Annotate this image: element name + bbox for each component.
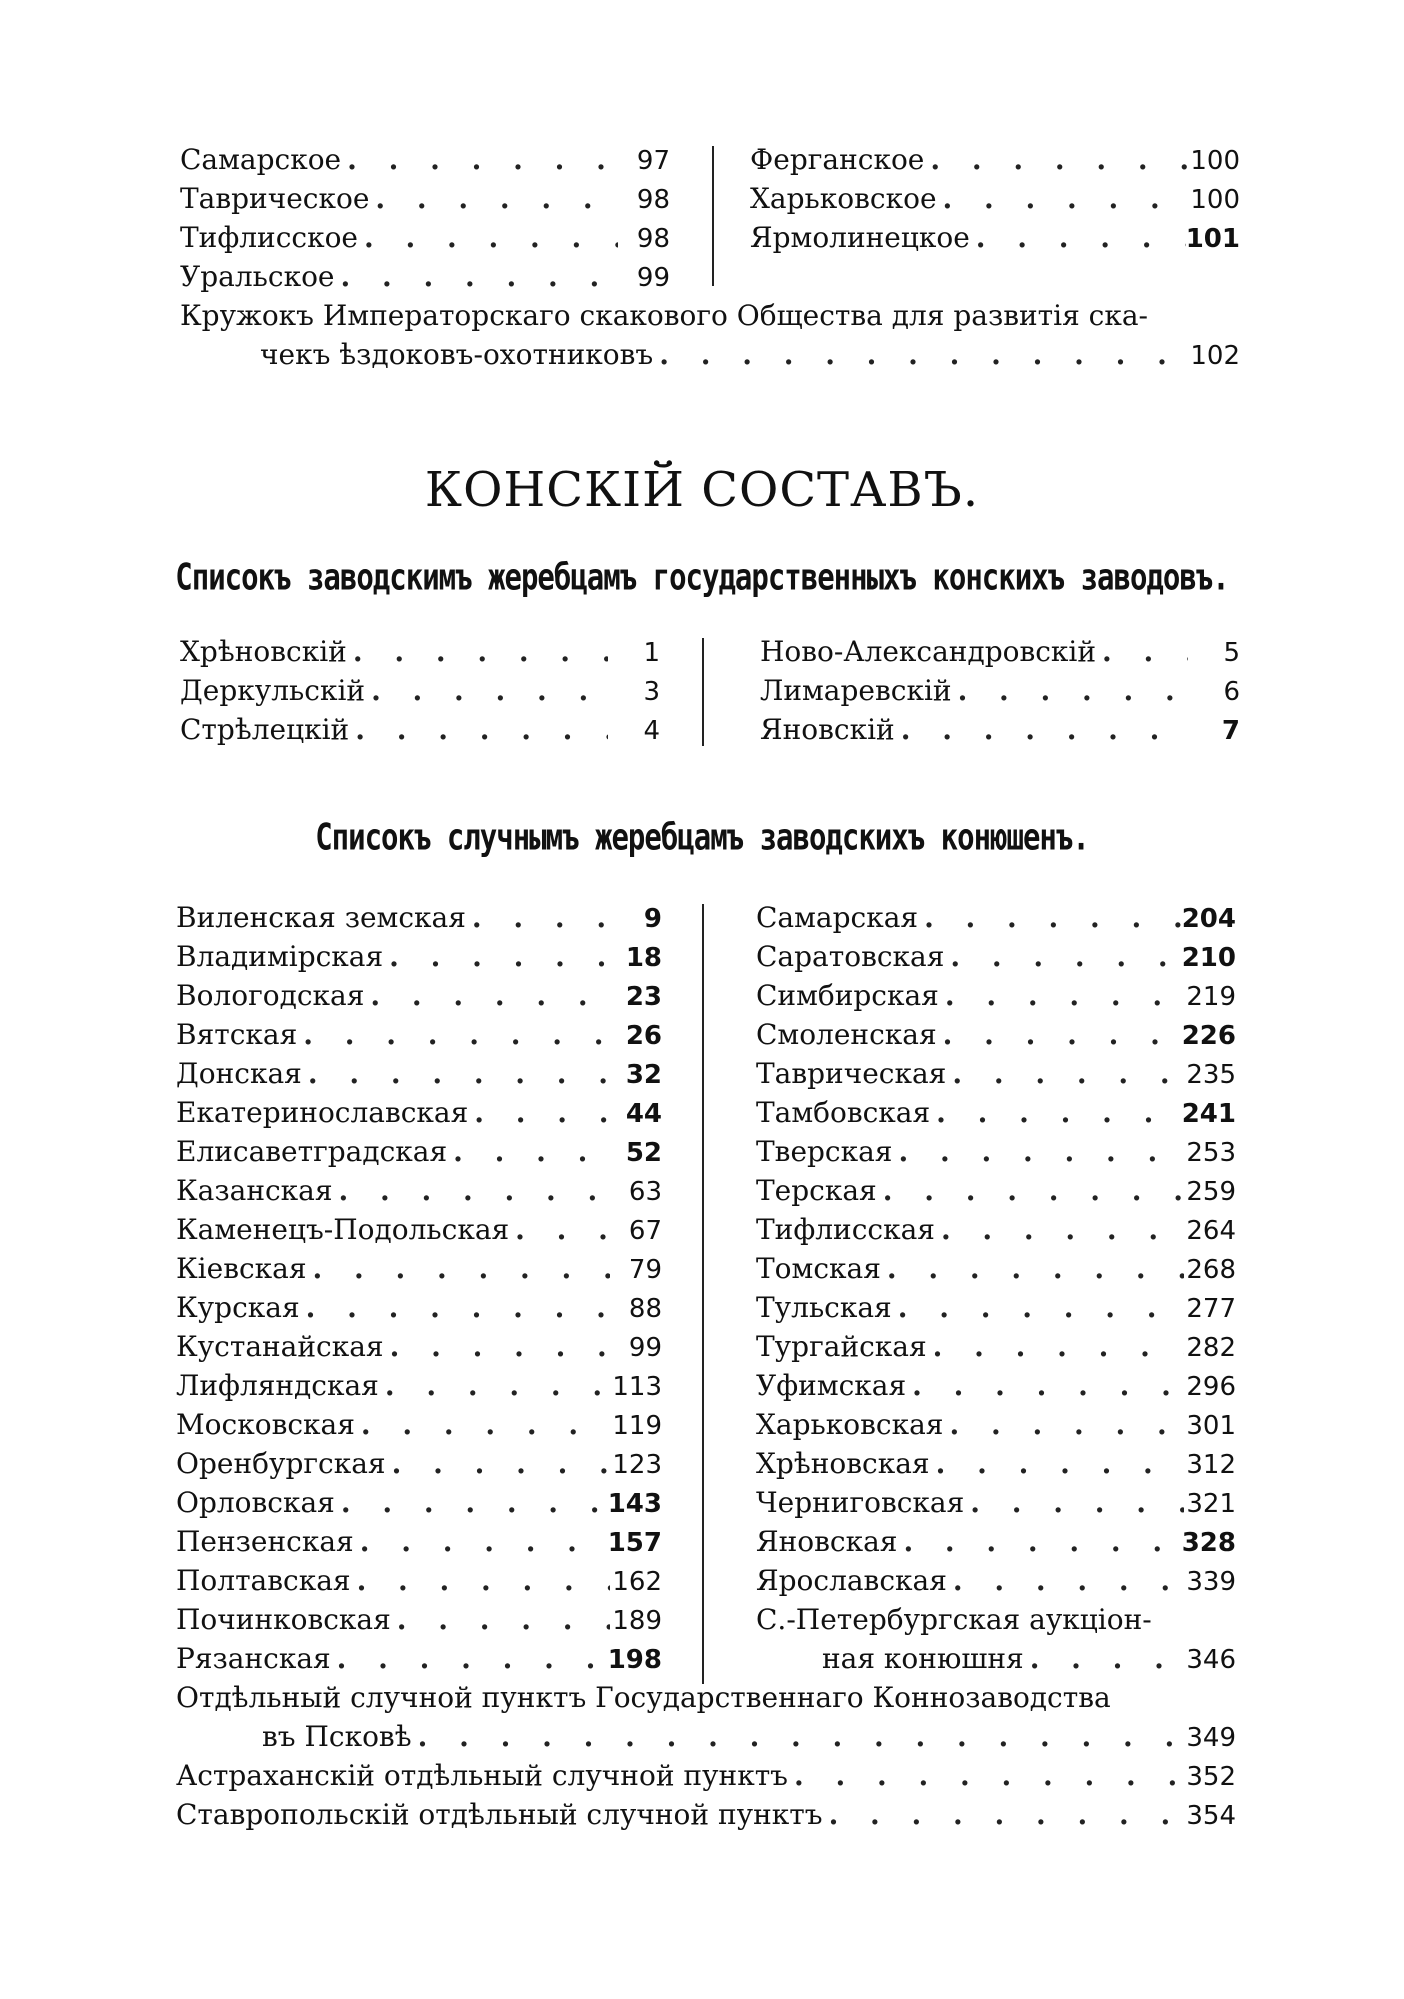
toc-entry[interactable] — [750, 179, 1240, 218]
toc-entry[interactable] — [176, 937, 662, 976]
dot-leader — [1102, 632, 1188, 671]
subsection-title-state-studs: Списокъ заводскимъ жеребцамъ государственныхъ конскихъ заводовъ. — [175, 555, 1229, 599]
dot-leader — [303, 1015, 610, 1054]
toc-entry[interactable] — [756, 1093, 1236, 1132]
dot-leader — [339, 1171, 610, 1210]
page-number: 7 — [1221, 716, 1240, 746]
toc-entry[interactable] — [750, 140, 1240, 179]
subsection-title-stables: Списокъ случнымъ жеребцамъ заводскихъ конюшенъ. — [315, 815, 1089, 859]
toc-entry[interactable] — [756, 1015, 1236, 1054]
entry-name: Кіевская — [176, 1252, 307, 1285]
toc-entry-spb-auction[interactable] — [756, 1600, 1236, 1678]
dot-leader — [397, 1600, 610, 1639]
entry-name: Курская — [176, 1291, 300, 1324]
page-number: 102 — [1190, 341, 1240, 371]
toc-entry[interactable] — [176, 1249, 662, 1288]
dot-leader — [418, 1717, 1184, 1756]
entry-name: Терская — [756, 1174, 877, 1207]
toc-entry[interactable] — [176, 1405, 662, 1444]
toc-entry[interactable] — [756, 1054, 1236, 1093]
entry-name: Самарская — [756, 901, 919, 934]
toc-entry[interactable] — [176, 1522, 662, 1561]
dot-leader — [936, 1093, 1182, 1132]
toc-entry[interactable] — [176, 1327, 662, 1366]
dot-leader — [933, 1327, 1184, 1366]
page-number: 277 — [1186, 1294, 1236, 1324]
toc-entry[interactable] — [756, 937, 1236, 976]
toc-entry[interactable] — [176, 1171, 662, 1210]
dot-leader — [945, 976, 1184, 1015]
page-number: 162 — [612, 1567, 662, 1597]
entry-name: С.-Петербургская аукціон- — [756, 1603, 1152, 1636]
dot-leader — [898, 1132, 1184, 1171]
dot-leader — [659, 335, 1188, 374]
page-number: 210 — [1181, 943, 1236, 973]
entry-name: Яновскій — [760, 713, 895, 746]
toc-entry[interactable] — [176, 898, 662, 937]
toc-entry[interactable] — [176, 1366, 662, 1405]
toc-entry[interactable] — [756, 1171, 1236, 1210]
page-number: 352 — [1186, 1762, 1236, 1792]
page-number: 18 — [625, 943, 662, 973]
page-number: 3 — [643, 677, 660, 707]
entry-name: Деркульскій — [180, 674, 366, 707]
toc-entry[interactable] — [756, 1405, 1236, 1444]
dot-leader — [970, 1483, 1184, 1522]
page-number: 268 — [1186, 1255, 1236, 1285]
dot-leader — [936, 1444, 1184, 1483]
page-number: 339 — [1186, 1567, 1236, 1597]
entry-name: ная конюшня — [822, 1642, 1024, 1675]
entry-name: Виленская земская — [176, 901, 466, 934]
dot-leader — [949, 1405, 1184, 1444]
toc-entry[interactable] — [176, 1561, 662, 1600]
entry-name: Кружокъ Императорскаго скакового Общества для развитія ска- — [180, 299, 1148, 332]
toc-entry[interactable] — [760, 671, 1240, 710]
dot-leader — [371, 671, 608, 710]
state-studs-left-column — [180, 632, 660, 749]
entry-name: Таврическая — [756, 1057, 947, 1090]
page-number: 346 — [1186, 1645, 1236, 1675]
column-divider — [702, 638, 704, 746]
dot-leader — [360, 1522, 608, 1561]
entry-name: Яновская — [756, 1525, 898, 1558]
page-number: 88 — [628, 1294, 662, 1324]
toc-entry[interactable] — [180, 671, 660, 710]
entry-name: Хрѣновская — [756, 1447, 930, 1480]
dot-leader — [898, 1288, 1184, 1327]
page-number: 321 — [1186, 1489, 1236, 1519]
entry-name: Рязанская — [176, 1642, 331, 1675]
toc-entry[interactable] — [180, 257, 670, 296]
toc-entry-stavropol[interactable] — [176, 1795, 1236, 1834]
toc-entry-astrakhan[interactable] — [176, 1756, 1236, 1795]
toc-entry[interactable] — [180, 140, 670, 179]
page-number: 349 — [1186, 1723, 1236, 1753]
toc-entry-pskov[interactable] — [176, 1678, 1236, 1756]
dot-leader — [474, 1093, 610, 1132]
toc-entry[interactable] — [180, 710, 660, 749]
entry-name: Саратовская — [756, 940, 945, 973]
dot-leader — [829, 1795, 1184, 1834]
page-number: 101 — [1185, 224, 1240, 254]
dot-leader — [903, 1522, 1181, 1561]
page-number: 119 — [612, 1411, 662, 1441]
dot-leader — [357, 1561, 610, 1600]
entry-name: Тургайская — [756, 1330, 927, 1363]
page-number: 44 — [625, 1099, 662, 1129]
page-number: 235 — [1186, 1060, 1236, 1090]
entry-name: Самарское — [180, 143, 342, 176]
toc-entry[interactable] — [756, 898, 1236, 937]
dot-leader — [347, 140, 618, 179]
entry-name: Тверская — [756, 1135, 893, 1168]
toc-entry[interactable] — [756, 1561, 1236, 1600]
dot-leader — [306, 1288, 610, 1327]
entry-name: Симбирская — [756, 979, 939, 1012]
toc-entry[interactable] — [176, 1093, 662, 1132]
toc-entry[interactable] — [750, 218, 1240, 257]
dot-leader — [361, 1405, 610, 1444]
entry-name: Донская — [176, 1057, 302, 1090]
dot-leader — [453, 1132, 610, 1171]
dot-leader — [337, 1639, 608, 1678]
page-number: 100 — [1190, 146, 1240, 176]
entry-name: Уфимская — [756, 1369, 907, 1402]
state-studs-block — [180, 632, 1240, 749]
dot-leader — [313, 1249, 611, 1288]
dot-leader — [883, 1171, 1184, 1210]
toc-entry[interactable] — [180, 218, 670, 257]
racing-societies-block — [180, 140, 1240, 374]
dot-leader — [930, 140, 1188, 179]
toc-entry[interactable] — [756, 1288, 1236, 1327]
stables-block — [176, 898, 1236, 1834]
page-number: 4 — [643, 716, 660, 746]
entry-name: Екатеринославская — [176, 1096, 469, 1129]
page-number: 9 — [643, 904, 662, 934]
stables-left-column — [176, 898, 662, 1678]
dot-leader — [308, 1054, 610, 1093]
dot-leader — [887, 1249, 1184, 1288]
page-number: 113 — [612, 1372, 662, 1402]
page-number: 26 — [625, 1021, 662, 1051]
toc-entry[interactable] — [176, 1600, 662, 1639]
entry-name: Полтавская — [176, 1564, 351, 1597]
toc-entry[interactable] — [756, 1366, 1236, 1405]
dot-leader — [364, 218, 618, 257]
entry-name: Смоленская — [756, 1018, 937, 1051]
dot-leader — [389, 937, 610, 976]
page-number: 198 — [607, 1645, 662, 1675]
entry-name: Харьковская — [756, 1408, 944, 1441]
toc-entry[interactable] — [180, 179, 670, 218]
dot-leader — [794, 1756, 1184, 1795]
toc-entry[interactable] — [176, 1132, 662, 1171]
toc-entry[interactable] — [760, 710, 1240, 749]
page-number: 312 — [1186, 1450, 1236, 1480]
page-number: 1 — [643, 638, 660, 668]
page-number: 143 — [607, 1489, 662, 1519]
page-number: 52 — [625, 1138, 662, 1168]
entry-name: Тамбовская — [756, 1096, 931, 1129]
entry-name: Ферганское — [750, 143, 925, 176]
entry-name: Ярмолинецкое — [750, 221, 970, 254]
toc-entry[interactable] — [176, 1483, 662, 1522]
section-title: КОНСКІЙ СОСТАВЪ. — [424, 462, 980, 518]
page-number: 157 — [607, 1528, 662, 1558]
toc-entry[interactable] — [176, 1639, 662, 1678]
dot-leader — [943, 179, 1188, 218]
toc-entry[interactable] — [756, 1444, 1236, 1483]
page-number: 100 — [1190, 185, 1240, 215]
dot-leader — [392, 1444, 610, 1483]
entry-name: Каменецъ-Подольская — [176, 1213, 510, 1246]
page-number: 282 — [1186, 1333, 1236, 1363]
entry-name: Тульская — [756, 1291, 892, 1324]
dot-leader — [341, 257, 619, 296]
page-number: 226 — [1181, 1021, 1236, 1051]
entry-name: Хрѣновскій — [180, 635, 347, 668]
entry-name: Оренбургская — [176, 1447, 386, 1480]
dot-leader — [952, 1054, 1184, 1093]
entry-name: Вятская — [176, 1018, 298, 1051]
entry-name: Ново-Александровскій — [760, 635, 1097, 668]
page-number: 23 — [625, 982, 662, 1012]
page-number: 189 — [612, 1606, 662, 1636]
entry-name: Кустанайская — [176, 1330, 384, 1363]
dot-leader — [370, 976, 610, 1015]
page-number: 32 — [625, 1060, 662, 1090]
dot-leader — [924, 898, 1182, 937]
entry-name: чекъ ѣздоковъ-охотниковъ — [260, 338, 654, 371]
entry-name: Лифляндская — [176, 1369, 379, 1402]
toc-entry[interactable] — [176, 1210, 662, 1249]
toc-entry[interactable] — [176, 1054, 662, 1093]
toc-entry[interactable] — [756, 1483, 1236, 1522]
state-studs-right-column — [760, 632, 1240, 749]
entry-name: Владимірская — [176, 940, 384, 973]
dot-leader — [341, 1483, 608, 1522]
toc-entry[interactable] — [760, 632, 1240, 671]
entry-name: Елисаветградская — [176, 1135, 448, 1168]
entry-name: Таврическое — [180, 182, 370, 215]
page-number: 253 — [1186, 1138, 1236, 1168]
entry-name: Томская — [756, 1252, 881, 1285]
dot-leader — [976, 218, 1186, 257]
entry-name: Тифлисское — [180, 221, 358, 254]
dot-leader — [390, 1327, 610, 1366]
page-number: 63 — [628, 1177, 662, 1207]
entry-name: Казанская — [176, 1174, 333, 1207]
entry-name: Вологодская — [176, 979, 365, 1012]
page-number: 241 — [1181, 1099, 1236, 1129]
entry-name: Стрѣлецкій — [180, 713, 350, 746]
toc-entry[interactable] — [756, 1522, 1236, 1561]
page-number: 98 — [636, 185, 670, 215]
entry-name: Лимаревскій — [760, 674, 952, 707]
page-number: 97 — [636, 146, 670, 176]
column-divider — [712, 146, 714, 286]
toc-entry[interactable] — [756, 1249, 1236, 1288]
page-number: 301 — [1186, 1411, 1236, 1441]
entry-name: въ Псковѣ — [262, 1720, 412, 1753]
entry-name: Московская — [176, 1408, 355, 1441]
page-number: 264 — [1186, 1216, 1236, 1246]
page-number: 123 — [612, 1450, 662, 1480]
toc-entry[interactable] — [176, 1288, 662, 1327]
toc-entry[interactable] — [176, 1444, 662, 1483]
page-number: 98 — [636, 224, 670, 254]
page-number: 67 — [628, 1216, 662, 1246]
page-number: 99 — [628, 1333, 662, 1363]
dot-leader — [958, 671, 1188, 710]
dot-leader — [950, 937, 1181, 976]
entry-name: Астраханскій отдѣльный случной пунктъ — [176, 1759, 788, 1792]
stables-right-column — [756, 898, 1236, 1678]
dot-leader — [901, 710, 1188, 749]
racing-right-column — [750, 140, 1240, 296]
toc-entry[interactable] — [756, 976, 1236, 1015]
dot-leader — [385, 1366, 610, 1405]
entry-name: Пензенская — [176, 1525, 354, 1558]
page-number: 219 — [1186, 982, 1236, 1012]
toc-entry-club[interactable] — [180, 296, 1240, 374]
dot-leader — [353, 632, 608, 671]
dot-leader — [912, 1366, 1184, 1405]
toc-entry[interactable] — [176, 1015, 662, 1054]
page-number: 259 — [1186, 1177, 1236, 1207]
page-number: 79 — [628, 1255, 662, 1285]
toc-entry[interactable] — [180, 632, 660, 671]
entry-name: Ставропольскій отдѣльный случной пунктъ — [176, 1798, 823, 1831]
page-number: 5 — [1223, 638, 1240, 668]
dot-leader — [943, 1015, 1182, 1054]
toc-entry[interactable] — [756, 1210, 1236, 1249]
page-number: 6 — [1223, 677, 1240, 707]
dot-leader — [472, 898, 610, 937]
page-number: 296 — [1186, 1372, 1236, 1402]
entry-name: Харьковское — [750, 182, 937, 215]
racing-left-column — [180, 140, 670, 296]
entry-name: Ярославская — [756, 1564, 947, 1597]
page-number: 99 — [636, 263, 670, 293]
entry-name: Уральское — [180, 260, 335, 293]
entry-name: Тифлисская — [756, 1213, 935, 1246]
column-divider — [702, 904, 704, 1684]
dot-leader — [953, 1561, 1184, 1600]
entry-name: Отдѣльный случной пунктъ Государственнаго Коннозаводства — [176, 1681, 1111, 1714]
dot-leader — [941, 1210, 1184, 1249]
entry-name: Починковская — [176, 1603, 391, 1636]
dot-leader — [355, 710, 608, 749]
dot-leader — [1030, 1639, 1184, 1678]
page-number: 354 — [1186, 1801, 1236, 1831]
dot-leader — [515, 1210, 610, 1249]
toc-entry[interactable] — [176, 976, 662, 1015]
entry-name: Орловская — [176, 1486, 335, 1519]
toc-entry[interactable] — [756, 1132, 1236, 1171]
page-number: 204 — [1181, 904, 1236, 934]
page-number: 328 — [1181, 1528, 1236, 1558]
dot-leader — [375, 179, 618, 218]
entry-name: Черниговская — [756, 1486, 965, 1519]
toc-entry[interactable] — [756, 1327, 1236, 1366]
